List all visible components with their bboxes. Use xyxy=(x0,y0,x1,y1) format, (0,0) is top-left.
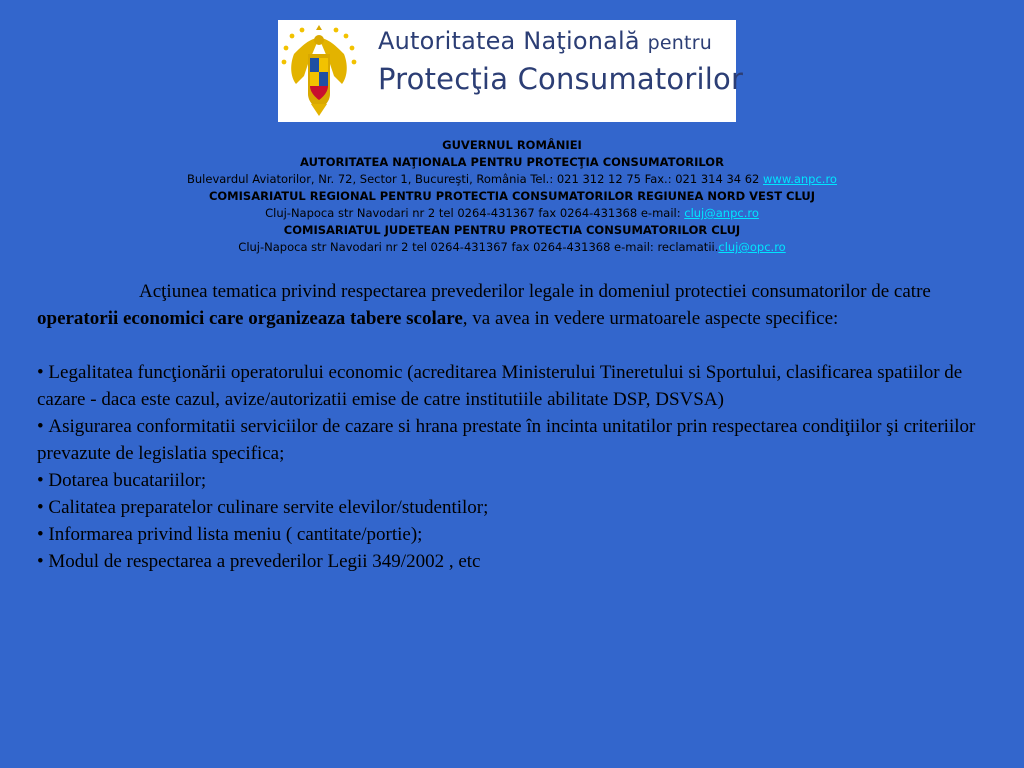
bullet-item: • Legalitatea funcţionării operatorului economic (acreditarea Ministerului Tineretului si Sportului, clasificarea spatiilor de cazare - daca este cazul, avize/autorizatii emise de catre institutiile abilitate DSP, DSVSA) xyxy=(37,359,1002,413)
document-body xyxy=(37,278,1002,575)
header-regional-commissariat: COMISARIATUL REGIONAL PENTRU PROTECTIA CONSUMATORILOR REGIUNEA NORD VEST CLUJ xyxy=(208,189,816,203)
header-address-national-text: Bulevardul Aviatorilor, Nr. 72, Sector 1, Bucureşti, România Tel.: 021 312 12 75 Fax.: 021 314 34 62 xyxy=(187,172,764,186)
header-address-county xyxy=(0,239,1024,256)
header-address-regional xyxy=(0,205,1024,222)
bullet-item: • Modul de respectarea a prevederilor Legii 349/2002 , etc xyxy=(37,548,1002,575)
header-address-national xyxy=(0,171,1024,188)
logo-line-1-small: pentru xyxy=(647,32,712,54)
bullet-item: • Calitatea preparatelor culinare servite elevilor/studentilor; xyxy=(37,494,1002,521)
header-address-regional-text: Cluj-Napoca str Navodari nr 2 tel 0264-431367 fax 0264-431368 e-mail: xyxy=(265,206,685,220)
intro-text-before: Acţiunea tematica privind respectarea prevederilor legale in domeniul protectiei consumatorilor de catre xyxy=(139,281,931,302)
anpc-logo xyxy=(278,20,744,122)
intro-paragraph xyxy=(37,278,1002,332)
logo-line-1 xyxy=(378,24,743,60)
county-email-link[interactable]: cluj@opc.ro xyxy=(718,240,786,254)
website-link[interactable]: www.anpc.ro xyxy=(763,172,837,186)
header-address-county-text: Cluj-Napoca str Navodari nr 2 tel 0264-431367 fax 0264-431368 e-mail: reclamatii. xyxy=(238,240,719,254)
bullet-item: • Dotarea bucatariilor; xyxy=(37,467,1002,494)
document-header xyxy=(0,137,1024,256)
bullet-item: • Asigurarea conformitatii serviciilor de cazare si hrana prestate în incinta unitatilor prin respectarea condiţiilor şi criteriilor prevazute de legislatia specifica; xyxy=(37,413,1002,467)
header-county-commissariat: COMISARIATUL JUDETEAN PENTRU PROTECTIA CONSUMATORILOR CLUJ xyxy=(283,223,741,237)
regional-email-link[interactable]: cluj@anpc.ro xyxy=(684,206,759,220)
intro-text-after: , va avea in vedere urmatoarele aspecte specifice: xyxy=(462,308,839,329)
header-government: GUVERNUL ROMÂNIEI xyxy=(442,138,582,152)
logo-text xyxy=(378,24,743,98)
bullet-item: • Informarea privind lista meniu ( cantitate/portie); xyxy=(37,521,1002,548)
logo-line-1-main: Autoritatea Naţională xyxy=(378,27,640,55)
intro-text-bold: operatorii economici care organizeaza tabere scolare xyxy=(37,308,463,329)
logo-line-2: Protecţia Consumatorilor xyxy=(378,62,744,96)
header-authority: AUTORITATEA NAŢIONALA PENTRU PROTECŢIA CONSUMATORILOR xyxy=(300,155,724,169)
coat-of-arms-icon xyxy=(280,24,358,118)
paragraph-gap xyxy=(37,332,1002,359)
